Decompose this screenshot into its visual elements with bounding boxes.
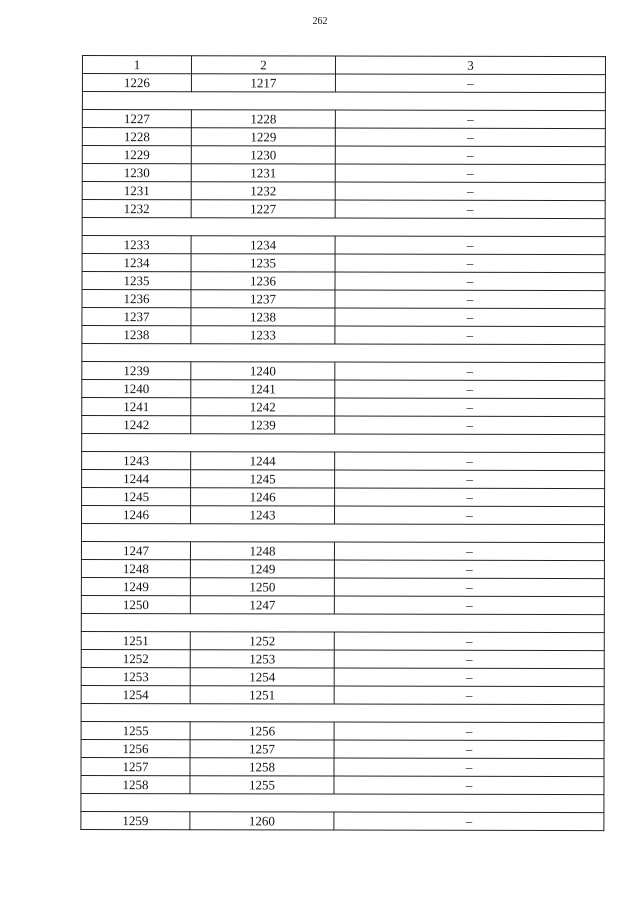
separator-cell: [81, 703, 604, 722]
table-cell-col-2: 1242: [191, 398, 335, 416]
group-separator-row: [81, 524, 604, 543]
table-row: [82, 470, 605, 489]
table-cell-col-2: 1244: [191, 452, 335, 470]
group-separator-row: [82, 218, 605, 237]
separator-cell: [82, 92, 605, 111]
table-cell-col-1: 1250: [81, 595, 190, 613]
table-cell-col-2: 1229: [191, 128, 335, 146]
separator-cell: [81, 613, 604, 632]
table-cell-col-3: –: [335, 74, 605, 93]
table-cell-col-3: –: [335, 128, 605, 147]
table-cell-col-3: –: [334, 812, 604, 831]
group-separator-row: [81, 703, 604, 722]
table-cell-col-3: –: [334, 560, 604, 579]
table-cell-col-2: 1260: [190, 812, 334, 830]
table-cell-col-3: –: [334, 596, 604, 615]
table-cell-col-3: –: [335, 290, 605, 309]
table-cell-col-1: 1259: [81, 811, 190, 829]
table-cell-col-1: 1230: [82, 164, 191, 182]
table-row: [82, 380, 605, 399]
page-number: 262: [312, 16, 328, 27]
table-cell-col-1: 1254: [81, 685, 190, 703]
table-cell-col-1: 1234: [82, 254, 191, 272]
table-cell-col-1: 1226: [82, 74, 191, 92]
table-row: [81, 595, 604, 614]
separator-cell: [81, 524, 604, 543]
table-cell-col-2: 1241: [191, 380, 335, 398]
header-cell-col-1: 1: [82, 56, 191, 74]
table-cell-col-1: 1251: [81, 631, 190, 649]
table-row: [82, 74, 605, 93]
table-cell-col-1: 1243: [82, 452, 191, 470]
table-cell-col-3: –: [335, 380, 605, 399]
table-cell-col-1: 1247: [81, 542, 190, 560]
table-cell-col-2: 1238: [191, 308, 335, 326]
table-cell-col-2: 1233: [191, 326, 335, 344]
table-cell-col-2: 1217: [191, 74, 335, 92]
header-cell-col-2: 2: [191, 56, 335, 74]
table-cell-col-3: –: [334, 650, 604, 669]
table-cell-col-3: –: [334, 722, 604, 741]
table-row: [81, 775, 604, 794]
table-row: [81, 667, 604, 686]
table-row: [82, 416, 605, 435]
table-cell-col-2: 1256: [190, 722, 334, 740]
separator-cell: [82, 344, 605, 363]
table-cell-col-1: 1228: [82, 128, 191, 146]
table-row: [82, 398, 605, 417]
table-cell-col-1: 1252: [81, 649, 190, 667]
table-row: [81, 542, 604, 561]
table-cell-col-2: 1255: [190, 776, 334, 794]
table-row: [82, 326, 605, 345]
separator-cell: [82, 434, 605, 453]
table-cell-col-3: –: [335, 236, 605, 255]
table-cell-col-3: –: [335, 272, 605, 291]
table-row: [81, 559, 604, 578]
table-row: [81, 631, 604, 650]
table-row: [81, 739, 604, 758]
table-cell-col-2: 1232: [191, 182, 335, 200]
table-cell-col-2: 1253: [190, 650, 334, 668]
table-cell-col-3: –: [335, 200, 605, 219]
table-cell-col-1: 1229: [82, 146, 191, 164]
table-cell-col-1: 1257: [81, 757, 190, 775]
table-cell-col-1: 1240: [82, 380, 191, 398]
table-header-row: [82, 56, 605, 75]
table-cell-col-1: 1239: [82, 362, 191, 380]
table-cell-col-3: –: [334, 686, 604, 705]
table-row: [81, 811, 604, 830]
group-separator-row: [82, 434, 605, 453]
table-cell-col-2: 1235: [191, 254, 335, 272]
table-cell-col-3: –: [335, 488, 605, 507]
separator-cell: [81, 793, 604, 812]
group-separator-row: [81, 793, 604, 812]
table-row: [82, 128, 605, 147]
table-cell-col-1: 1248: [81, 559, 190, 577]
separator-cell: [82, 218, 605, 237]
table-cell-col-1: 1245: [82, 488, 191, 506]
table-row: [82, 272, 605, 291]
table-cell-col-1: 1227: [82, 110, 191, 128]
table-cell-col-1: 1233: [82, 236, 191, 254]
table-cell-col-2: 1248: [190, 542, 334, 560]
table-cell-col-3: –: [334, 632, 604, 651]
table-row: [81, 577, 604, 596]
table-cell-col-3: –: [335, 308, 605, 327]
table-cell-col-1: 1256: [81, 739, 190, 757]
table-cell-col-1: 1235: [82, 272, 191, 290]
table-cell-col-2: 1236: [191, 272, 335, 290]
header-cell-col-3: 3: [335, 56, 605, 75]
table-cell-col-1: 1258: [81, 775, 190, 793]
table-cell-col-3: –: [334, 776, 604, 795]
table-cell-col-3: –: [335, 254, 605, 273]
table-cell-col-1: 1244: [82, 470, 191, 488]
table-row: [82, 236, 605, 255]
table-cell-col-2: 1231: [191, 164, 335, 182]
table-cell-col-1: 1232: [82, 200, 191, 218]
table-cell-col-2: 1239: [191, 416, 335, 434]
table-cell-col-3: –: [335, 326, 605, 345]
table-cell-col-2: 1227: [191, 200, 335, 218]
table-cell-col-2: 1234: [191, 236, 335, 254]
table-cell-col-3: –: [335, 110, 605, 129]
table-row: [81, 649, 604, 668]
table-cell-col-2: 1247: [190, 596, 334, 614]
table-cell-col-1: 1255: [81, 721, 190, 739]
group-separator-row: [81, 613, 604, 632]
table-row: [82, 200, 605, 219]
table-cell-col-2: 1258: [190, 758, 334, 776]
table-cell-col-1: 1249: [81, 577, 190, 595]
table-row: [82, 146, 605, 165]
table-row: [81, 685, 604, 704]
table-cell-col-3: –: [335, 416, 605, 435]
table-cell-col-3: –: [335, 470, 605, 489]
table-row: [82, 488, 605, 507]
group-separator-row: [82, 344, 605, 363]
table-cell-col-1: 1241: [82, 398, 191, 416]
table-row: [81, 721, 604, 740]
table-row: [82, 362, 605, 381]
table-row: [82, 164, 605, 183]
table-cell-col-3: –: [334, 740, 604, 759]
table-row: [81, 757, 604, 776]
table-cell-col-2: 1250: [190, 578, 334, 596]
table-row: [82, 182, 605, 201]
table-cell-col-3: –: [335, 182, 605, 201]
table-cell-col-3: –: [334, 578, 604, 597]
table-cell-col-1: 1236: [82, 290, 191, 308]
table-cell-col-3: –: [335, 452, 605, 471]
table-cell-col-1: 1238: [82, 326, 191, 344]
table-cell-col-1: 1242: [82, 416, 191, 434]
table-row: [82, 110, 605, 129]
table-row: [82, 290, 605, 309]
group-separator-row: [82, 92, 605, 111]
table-cell-col-3: –: [335, 398, 605, 417]
table-cell-col-1: 1237: [82, 308, 191, 326]
table-cell-col-2: 1257: [190, 740, 334, 758]
table-cell-col-3: –: [335, 362, 605, 381]
table-cell-col-2: 1249: [190, 560, 334, 578]
table-cell-col-2: 1240: [191, 362, 335, 380]
table-cell-col-3: –: [334, 758, 604, 777]
table-cell-col-3: –: [334, 542, 604, 561]
table-row: [82, 308, 605, 327]
table-cell-col-3: –: [335, 164, 605, 183]
table-cell-col-2: 1230: [191, 146, 335, 164]
table-row: [82, 506, 605, 525]
table-cell-col-3: –: [334, 668, 604, 687]
table-cell-col-1: 1246: [82, 506, 191, 524]
table-row: [82, 254, 605, 273]
table-cell-col-1: 1231: [82, 182, 191, 200]
table-row: [82, 452, 605, 471]
table-cell-col-2: 1237: [191, 290, 335, 308]
table-body: [81, 56, 606, 831]
table-cell-col-2: 1228: [191, 110, 335, 128]
table-cell-col-2: 1245: [191, 470, 335, 488]
table-cell-col-2: 1251: [190, 686, 334, 704]
data-table: [80, 55, 606, 831]
table-cell-col-2: 1243: [191, 506, 335, 524]
table-cell-col-3: –: [335, 146, 605, 165]
table-cell-col-3: –: [335, 506, 605, 525]
table-cell-col-2: 1252: [190, 632, 334, 650]
table-cell-col-2: 1254: [190, 668, 334, 686]
table-cell-col-1: 1253: [81, 667, 190, 685]
table-cell-col-2: 1246: [191, 488, 335, 506]
